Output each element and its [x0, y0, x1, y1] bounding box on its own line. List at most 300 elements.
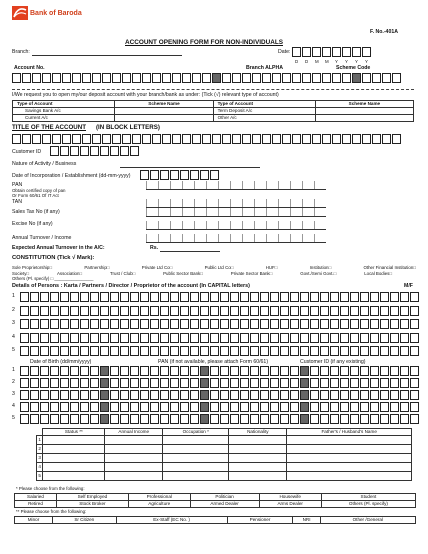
char-box[interactable]	[320, 390, 329, 400]
char-box[interactable]	[150, 306, 159, 316]
char-box[interactable]	[280, 378, 289, 388]
customer-id-boxes[interactable]	[50, 146, 140, 156]
char-box[interactable]	[190, 378, 199, 388]
char-box[interactable]	[50, 390, 59, 400]
char-box[interactable]	[20, 378, 29, 388]
char-box[interactable]	[360, 346, 369, 356]
char-box[interactable]	[110, 414, 119, 424]
char-box[interactable]	[270, 366, 279, 376]
char-box[interactable]	[390, 390, 399, 400]
char-box[interactable]	[310, 306, 319, 316]
date-box[interactable]	[342, 47, 351, 57]
char-box[interactable]	[390, 319, 399, 329]
char-box[interactable]	[250, 333, 259, 343]
char-box[interactable]	[100, 319, 109, 329]
char-box[interactable]	[260, 346, 269, 356]
char-box[interactable]	[130, 346, 139, 356]
char-box[interactable]	[200, 390, 209, 400]
char-box[interactable]	[40, 292, 49, 302]
person-detail-boxes[interactable]	[20, 378, 420, 388]
char-box[interactable]	[360, 319, 369, 329]
char-box[interactable]	[210, 414, 219, 424]
char-box[interactable]	[50, 346, 59, 356]
char-box[interactable]	[290, 414, 299, 424]
char-box[interactable]	[260, 306, 269, 316]
char-box[interactable]	[80, 319, 89, 329]
char-box[interactable]	[210, 402, 219, 412]
char-box[interactable]	[260, 402, 269, 412]
char-box[interactable]	[50, 333, 59, 343]
char-box[interactable]	[360, 378, 369, 388]
char-box[interactable]	[200, 333, 209, 343]
char-box[interactable]	[190, 402, 199, 412]
date-box[interactable]	[292, 47, 301, 57]
char-box[interactable]	[380, 306, 389, 316]
char-box[interactable]	[160, 414, 169, 424]
char-box[interactable]	[50, 366, 59, 376]
char-box[interactable]	[390, 366, 399, 376]
other-ac-option[interactable]: Other A/c	[213, 115, 315, 122]
char-box[interactable]	[400, 306, 409, 316]
char-box[interactable]	[150, 346, 159, 356]
char-box[interactable]	[350, 414, 359, 424]
char-box[interactable]	[370, 306, 379, 316]
char-box[interactable]	[400, 366, 409, 376]
char-box[interactable]	[70, 306, 79, 316]
society-option[interactable]: Society□	[12, 271, 30, 276]
char-box[interactable]	[200, 319, 209, 329]
char-box[interactable]	[70, 378, 79, 388]
char-box[interactable]	[350, 333, 359, 343]
person-name-boxes[interactable]	[20, 292, 420, 302]
char-box[interactable]	[60, 306, 69, 316]
char-box[interactable]	[60, 319, 69, 329]
char-box[interactable]	[100, 346, 109, 356]
char-box[interactable]	[260, 333, 269, 343]
char-box[interactable]	[120, 378, 129, 388]
char-box[interactable]	[350, 319, 359, 329]
char-box[interactable]	[360, 414, 369, 424]
char-box[interactable]	[60, 366, 69, 376]
char-box[interactable]	[250, 366, 259, 376]
char-box[interactable]	[170, 378, 179, 388]
char-box[interactable]	[380, 333, 389, 343]
char-box[interactable]	[250, 390, 259, 400]
char-box[interactable]	[90, 319, 99, 329]
char-box[interactable]	[300, 390, 309, 400]
char-box[interactable]	[260, 390, 269, 400]
char-box[interactable]	[150, 390, 159, 400]
char-box[interactable]	[100, 292, 109, 302]
char-box[interactable]	[310, 346, 319, 356]
char-box[interactable]	[230, 414, 239, 424]
char-box[interactable]	[170, 333, 179, 343]
char-box[interactable]	[230, 402, 239, 412]
char-box[interactable]	[60, 346, 69, 356]
char-box[interactable]	[230, 306, 239, 316]
char-box[interactable]	[20, 346, 29, 356]
char-box[interactable]	[410, 366, 419, 376]
char-box[interactable]	[350, 292, 359, 302]
char-box[interactable]	[140, 319, 149, 329]
char-box[interactable]	[140, 414, 149, 424]
char-box[interactable]	[340, 333, 349, 343]
char-box[interactable]	[230, 378, 239, 388]
person-detail-boxes[interactable]	[20, 366, 420, 376]
char-box[interactable]	[180, 306, 189, 316]
public-ltd-option[interactable]: Public Ltd Co□	[204, 265, 234, 270]
char-box[interactable]	[240, 319, 249, 329]
char-box[interactable]	[40, 306, 49, 316]
char-box[interactable]	[130, 306, 139, 316]
char-box[interactable]	[350, 366, 359, 376]
person-detail-boxes[interactable]	[20, 390, 420, 400]
char-box[interactable]	[80, 333, 89, 343]
char-box[interactable]	[260, 378, 269, 388]
person-detail-boxes[interactable]	[20, 414, 420, 424]
scheme-cell[interactable]	[315, 115, 413, 122]
char-box[interactable]	[160, 292, 169, 302]
char-box[interactable]	[220, 366, 229, 376]
tan-field[interactable]	[146, 199, 326, 208]
char-box[interactable]	[60, 333, 69, 343]
char-box[interactable]	[80, 402, 89, 412]
char-box[interactable]	[240, 402, 249, 412]
char-box[interactable]	[50, 378, 59, 388]
char-box[interactable]	[190, 292, 199, 302]
char-box[interactable]	[130, 414, 139, 424]
char-box[interactable]	[280, 292, 289, 302]
char-box[interactable]	[20, 366, 29, 376]
char-box[interactable]	[400, 292, 409, 302]
char-box[interactable]	[150, 414, 159, 424]
char-box[interactable]	[30, 414, 39, 424]
char-box[interactable]	[360, 306, 369, 316]
char-box[interactable]	[170, 346, 179, 356]
char-box[interactable]	[410, 378, 419, 388]
char-box[interactable]	[300, 378, 309, 388]
char-box[interactable]	[170, 414, 179, 424]
private-bank-option[interactable]: Private Sector Bank□	[230, 271, 273, 276]
char-box[interactable]	[270, 306, 279, 316]
char-box[interactable]	[200, 414, 209, 424]
char-box[interactable]	[180, 292, 189, 302]
char-box[interactable]	[210, 319, 219, 329]
char-box[interactable]	[30, 333, 39, 343]
char-box[interactable]	[270, 402, 279, 412]
char-box[interactable]	[30, 390, 39, 400]
char-box[interactable]	[210, 390, 219, 400]
char-box[interactable]	[200, 346, 209, 356]
date-box[interactable]	[362, 47, 371, 57]
char-box[interactable]	[40, 346, 49, 356]
char-box[interactable]	[130, 333, 139, 343]
char-box[interactable]	[80, 292, 89, 302]
char-box[interactable]	[150, 319, 159, 329]
char-box[interactable]	[410, 402, 419, 412]
char-box[interactable]	[130, 366, 139, 376]
char-box[interactable]	[220, 346, 229, 356]
char-box[interactable]	[70, 346, 79, 356]
char-box[interactable]	[340, 378, 349, 388]
char-box[interactable]	[370, 333, 379, 343]
char-box[interactable]	[20, 414, 29, 424]
char-box[interactable]	[240, 390, 249, 400]
char-box[interactable]	[190, 333, 199, 343]
char-box[interactable]	[220, 414, 229, 424]
char-box[interactable]	[290, 366, 299, 376]
char-box[interactable]	[320, 319, 329, 329]
char-box[interactable]	[110, 292, 119, 302]
char-box[interactable]	[240, 414, 249, 424]
person-name-boxes[interactable]	[20, 306, 420, 316]
char-box[interactable]	[390, 346, 399, 356]
char-box[interactable]	[380, 390, 389, 400]
char-box[interactable]	[110, 378, 119, 388]
char-box[interactable]	[220, 306, 229, 316]
char-box[interactable]	[40, 378, 49, 388]
char-box[interactable]	[340, 414, 349, 424]
char-box[interactable]	[140, 366, 149, 376]
char-box[interactable]	[20, 306, 29, 316]
private-ltd-option[interactable]: Private Ltd Co□	[141, 265, 173, 270]
char-box[interactable]	[350, 378, 359, 388]
char-box[interactable]	[270, 346, 279, 356]
char-box[interactable]	[80, 346, 89, 356]
char-box[interactable]	[270, 333, 279, 343]
char-box[interactable]	[180, 378, 189, 388]
char-box[interactable]	[280, 402, 289, 412]
char-box[interactable]	[60, 378, 69, 388]
char-box[interactable]	[410, 292, 419, 302]
char-box[interactable]	[220, 402, 229, 412]
char-box[interactable]	[350, 306, 359, 316]
char-box[interactable]	[370, 378, 379, 388]
char-box[interactable]	[410, 346, 419, 356]
char-box[interactable]	[290, 346, 299, 356]
char-box[interactable]	[270, 378, 279, 388]
char-box[interactable]	[20, 292, 29, 302]
char-box[interactable]	[350, 390, 359, 400]
char-box[interactable]	[330, 319, 339, 329]
char-box[interactable]	[340, 390, 349, 400]
char-box[interactable]	[70, 333, 79, 343]
rs-line[interactable]	[160, 251, 220, 252]
person-detail-boxes[interactable]	[20, 402, 420, 412]
char-box[interactable]	[250, 414, 259, 424]
scheme-cell[interactable]	[115, 108, 213, 115]
char-box[interactable]	[190, 346, 199, 356]
char-box[interactable]	[110, 333, 119, 343]
char-box[interactable]	[410, 306, 419, 316]
char-box[interactable]	[330, 346, 339, 356]
char-box[interactable]	[180, 414, 189, 424]
char-box[interactable]	[260, 414, 269, 424]
char-box[interactable]	[330, 333, 339, 343]
char-box[interactable]	[400, 414, 409, 424]
char-box[interactable]	[190, 414, 199, 424]
char-box[interactable]	[310, 378, 319, 388]
char-box[interactable]	[90, 390, 99, 400]
sales-tax-field[interactable]	[146, 208, 326, 217]
char-box[interactable]	[20, 333, 29, 343]
char-box[interactable]	[80, 414, 89, 424]
char-box[interactable]	[170, 319, 179, 329]
char-box[interactable]	[150, 366, 159, 376]
char-box[interactable]	[250, 306, 259, 316]
char-box[interactable]	[140, 402, 149, 412]
char-box[interactable]	[70, 292, 79, 302]
char-box[interactable]	[40, 333, 49, 343]
char-box[interactable]	[70, 390, 79, 400]
char-box[interactable]	[240, 346, 249, 356]
govt-option[interactable]: Govt./Semi Govt.□	[300, 271, 337, 276]
char-box[interactable]	[400, 319, 409, 329]
char-box[interactable]	[160, 346, 169, 356]
char-box[interactable]	[230, 333, 239, 343]
char-box[interactable]	[380, 292, 389, 302]
char-box[interactable]	[350, 402, 359, 412]
char-box[interactable]	[310, 319, 319, 329]
char-box[interactable]	[280, 366, 289, 376]
char-box[interactable]	[180, 402, 189, 412]
char-box[interactable]	[230, 319, 239, 329]
date-box[interactable]	[332, 47, 341, 57]
incorporation-boxes[interactable]	[140, 170, 220, 180]
char-box[interactable]	[340, 319, 349, 329]
char-box[interactable]	[120, 292, 129, 302]
char-box[interactable]	[370, 319, 379, 329]
char-box[interactable]	[210, 306, 219, 316]
char-box[interactable]	[260, 319, 269, 329]
char-box[interactable]	[30, 306, 39, 316]
char-box[interactable]	[250, 378, 259, 388]
char-box[interactable]	[250, 292, 259, 302]
date-box[interactable]	[352, 47, 361, 57]
char-box[interactable]	[150, 292, 159, 302]
char-box[interactable]	[240, 292, 249, 302]
char-box[interactable]	[260, 366, 269, 376]
title-boxes-row1[interactable]	[12, 134, 402, 144]
char-box[interactable]	[40, 402, 49, 412]
char-box[interactable]	[190, 390, 199, 400]
char-box[interactable]	[240, 366, 249, 376]
char-box[interactable]	[70, 402, 79, 412]
char-box[interactable]	[30, 346, 39, 356]
char-box[interactable]	[260, 292, 269, 302]
char-box[interactable]	[20, 319, 29, 329]
char-box[interactable]	[110, 346, 119, 356]
char-box[interactable]	[40, 319, 49, 329]
char-box[interactable]	[370, 414, 379, 424]
char-box[interactable]	[310, 390, 319, 400]
char-box[interactable]	[410, 333, 419, 343]
char-box[interactable]	[20, 390, 29, 400]
char-box[interactable]	[290, 292, 299, 302]
char-box[interactable]	[400, 378, 409, 388]
char-box[interactable]	[30, 378, 39, 388]
char-box[interactable]	[220, 390, 229, 400]
char-box[interactable]	[180, 346, 189, 356]
char-box[interactable]	[210, 333, 219, 343]
char-box[interactable]	[180, 333, 189, 343]
char-box[interactable]	[70, 414, 79, 424]
char-box[interactable]	[410, 319, 419, 329]
char-box[interactable]	[320, 366, 329, 376]
char-box[interactable]	[230, 366, 239, 376]
char-box[interactable]	[80, 390, 89, 400]
char-box[interactable]	[90, 378, 99, 388]
char-box[interactable]	[300, 292, 309, 302]
char-box[interactable]	[90, 402, 99, 412]
char-box[interactable]	[160, 366, 169, 376]
char-box[interactable]	[20, 402, 29, 412]
char-box[interactable]	[210, 292, 219, 302]
char-box[interactable]	[360, 390, 369, 400]
char-box[interactable]	[90, 346, 99, 356]
char-box[interactable]	[290, 390, 299, 400]
char-box[interactable]	[100, 414, 109, 424]
char-box[interactable]	[320, 402, 329, 412]
public-bank-option[interactable]: Public Sector Bank□	[163, 271, 203, 276]
char-box[interactable]	[130, 292, 139, 302]
char-box[interactable]	[50, 319, 59, 329]
person-name-boxes[interactable]	[20, 319, 420, 329]
char-box[interactable]	[310, 292, 319, 302]
date-box[interactable]	[312, 47, 321, 57]
char-box[interactable]	[270, 414, 279, 424]
char-box[interactable]	[180, 366, 189, 376]
char-box[interactable]	[290, 319, 299, 329]
other-fin-option[interactable]: Other Financial Institution□	[363, 265, 416, 270]
char-box[interactable]	[100, 366, 109, 376]
char-box[interactable]	[130, 378, 139, 388]
char-box[interactable]	[190, 366, 199, 376]
char-box[interactable]	[370, 366, 379, 376]
constitution-others[interactable]: Others (Pl. specify) □ ________________	[12, 276, 94, 281]
pan-field[interactable]	[146, 181, 326, 190]
char-box[interactable]	[220, 378, 229, 388]
char-box[interactable]	[280, 346, 289, 356]
char-box[interactable]	[250, 402, 259, 412]
char-box[interactable]	[130, 390, 139, 400]
char-box[interactable]	[150, 402, 159, 412]
char-box[interactable]	[100, 402, 109, 412]
char-box[interactable]	[240, 378, 249, 388]
date-box[interactable]	[322, 47, 331, 57]
char-box[interactable]	[340, 292, 349, 302]
sole-prop-option[interactable]: Sole Proprietorship□	[12, 265, 52, 270]
char-box[interactable]	[350, 346, 359, 356]
char-box[interactable]	[410, 390, 419, 400]
char-box[interactable]	[40, 390, 49, 400]
char-box[interactable]	[360, 292, 369, 302]
char-box[interactable]	[360, 402, 369, 412]
char-box[interactable]	[290, 402, 299, 412]
char-box[interactable]	[170, 366, 179, 376]
char-box[interactable]	[390, 292, 399, 302]
char-box[interactable]	[280, 306, 289, 316]
char-box[interactable]	[390, 414, 399, 424]
char-box[interactable]	[230, 390, 239, 400]
char-box[interactable]	[90, 306, 99, 316]
char-box[interactable]	[160, 319, 169, 329]
char-box[interactable]	[120, 390, 129, 400]
char-box[interactable]	[40, 366, 49, 376]
term-deposit-option[interactable]: Term Deposit A/c	[213, 108, 315, 115]
char-box[interactable]	[380, 378, 389, 388]
char-box[interactable]	[340, 306, 349, 316]
